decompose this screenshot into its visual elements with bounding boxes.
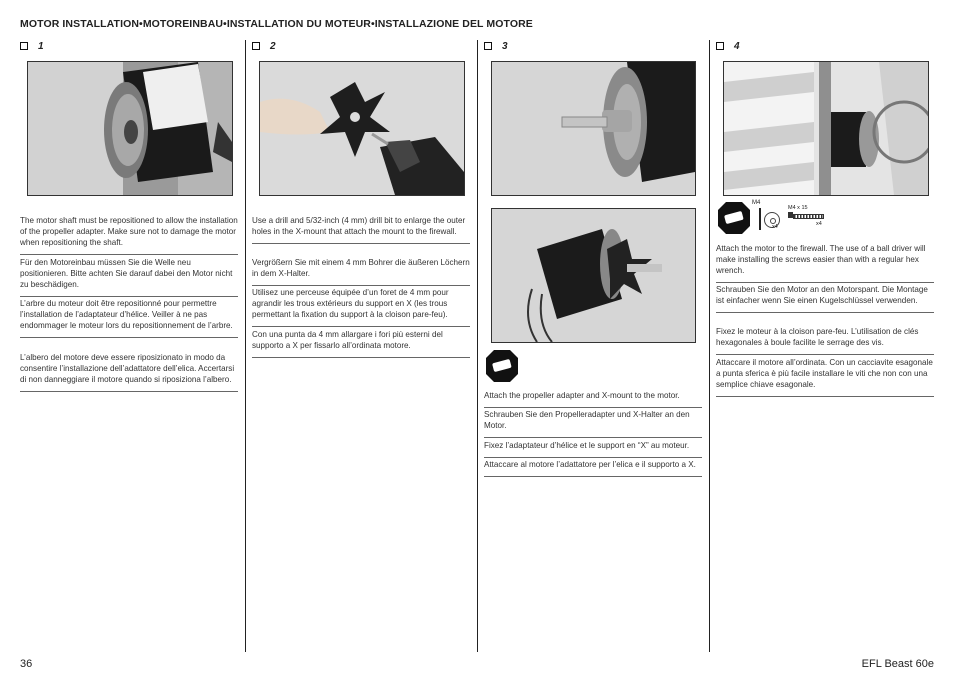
thread-lock-icon [718,202,750,239]
step-3-text-it: Attaccare al motore l’adattatore per l’elica e il supporto a X. [484,459,702,477]
thread-lock-icon [486,350,518,387]
step-2-number: 2 [270,40,276,52]
step-3-checkbox[interactable] [484,42,492,50]
step-3-header [484,40,702,52]
step-4-text-fr: Fixez le moteur à la cloison pare-feu. L’utilisation de clés hexagonales à boule facilite le serrage des vis. [716,326,934,355]
step-2-checkbox[interactable] [252,42,260,50]
step-1-text-en: The motor shaft must be repositioned to allow the installation of the propeller adapter. Make sure not to damage the motor when repositioning the shaft. [20,215,238,255]
step-1-text-fr: L’arbre du moteur doit être repositionné pour permettre l’installation de l’adaptateur d’hélice. Veiller à ne pas endommager le moteur lors du repositionnement de l’arbre. [20,298,238,338]
page-number: 36 [20,658,33,670]
column-divider [477,40,478,652]
step-2-photo [259,61,465,196]
step-4-checkbox[interactable] [716,42,724,50]
step-3-text-en: Attach the propeller adapter and X-mount to the motor. [484,390,702,408]
step-1-checkbox[interactable] [20,42,28,50]
step-3-text-fr: Fixez l’adaptateur d’hélice et le support en “X” au moteur. [484,440,702,458]
step-4-text-en: Attach the motor to the firewall. The use of a ball driver will make installing the screws easier than with a regular hex wrench. [716,243,934,283]
step-2-text-en: Use a drill and 5/32-inch (4 mm) drill bit to enlarge the outer holes in the X-mount that attach the mount to the firewall. [252,215,470,244]
step-3-number: 3 [502,40,508,52]
screw-size-label: M4 x 15 [788,205,808,211]
step-1-text-it: L’albero del motore deve essere riposizionato in modo da consentire l’installazione dell’adattatore dell’elica. Accertarsi di non danneggiare il motore quando si riposiziona l’albero. [20,352,238,392]
column-divider [709,40,710,652]
step-1-photo [27,61,233,196]
step-4-text-de: Schrauben Sie den Motor an den Motorspant. Die Montage ist einfacher wenn Sie einen Kugelschlüssel verwenden. [716,284,934,313]
nut-size-label: M4 [752,200,761,206]
screw-icon [788,212,822,218]
step-2-header [252,40,470,52]
screw-qty-label: x4 [816,221,822,227]
step-3-photo-b [491,208,696,343]
step-4-number: 4 [734,40,740,52]
column-divider [245,40,246,652]
step-2-text-de: Vergrößern Sie mit einem 4 mm Bohrer die äußeren Löchern in dem X-Halter. [252,257,470,286]
step-3-photo-a [491,61,696,196]
step-4-header [716,40,934,52]
step-3-text-de: Schrauben Sie den Propelleradapter und X-Halter an den Motor. [484,409,702,438]
product-name: EFL Beast 60e [861,658,934,670]
step-1-header [20,40,238,52]
step-2-text-it: Con una punta da 4 mm allargare i fori più esterni del supporto a X per fissarlo all’ordinata motore. [252,329,470,358]
page-title: MOTOR INSTALLATION•MOTOREINBAU•INSTALLATION DU MOTEUR•INSTALLAZIONE DEL MOTORE [20,18,533,30]
step-4-photo [723,61,929,196]
step-1-text-de: Für den Motoreinbau müssen Sie die Welle neu positionieren. Bitte achten Sie darauf dabei den Motor nicht zu beschädigen. [20,257,238,297]
step-1-number: 1 [38,40,44,52]
nut-qty-label: x4 [772,224,778,230]
step-2-text-fr: Utilisez une perceuse équipée d’un foret de 4 mm pour agrandir les trous extérieurs du support en X (les trous permettant la fixation du support à la cloison pare-feu). [252,287,470,327]
step-4-text-it: Attaccare il motore all’ordinata. Con un cacciavite esagonale a punta sferica è più facile installare le viti che non con una semplice chiave esagonale. [716,357,934,397]
